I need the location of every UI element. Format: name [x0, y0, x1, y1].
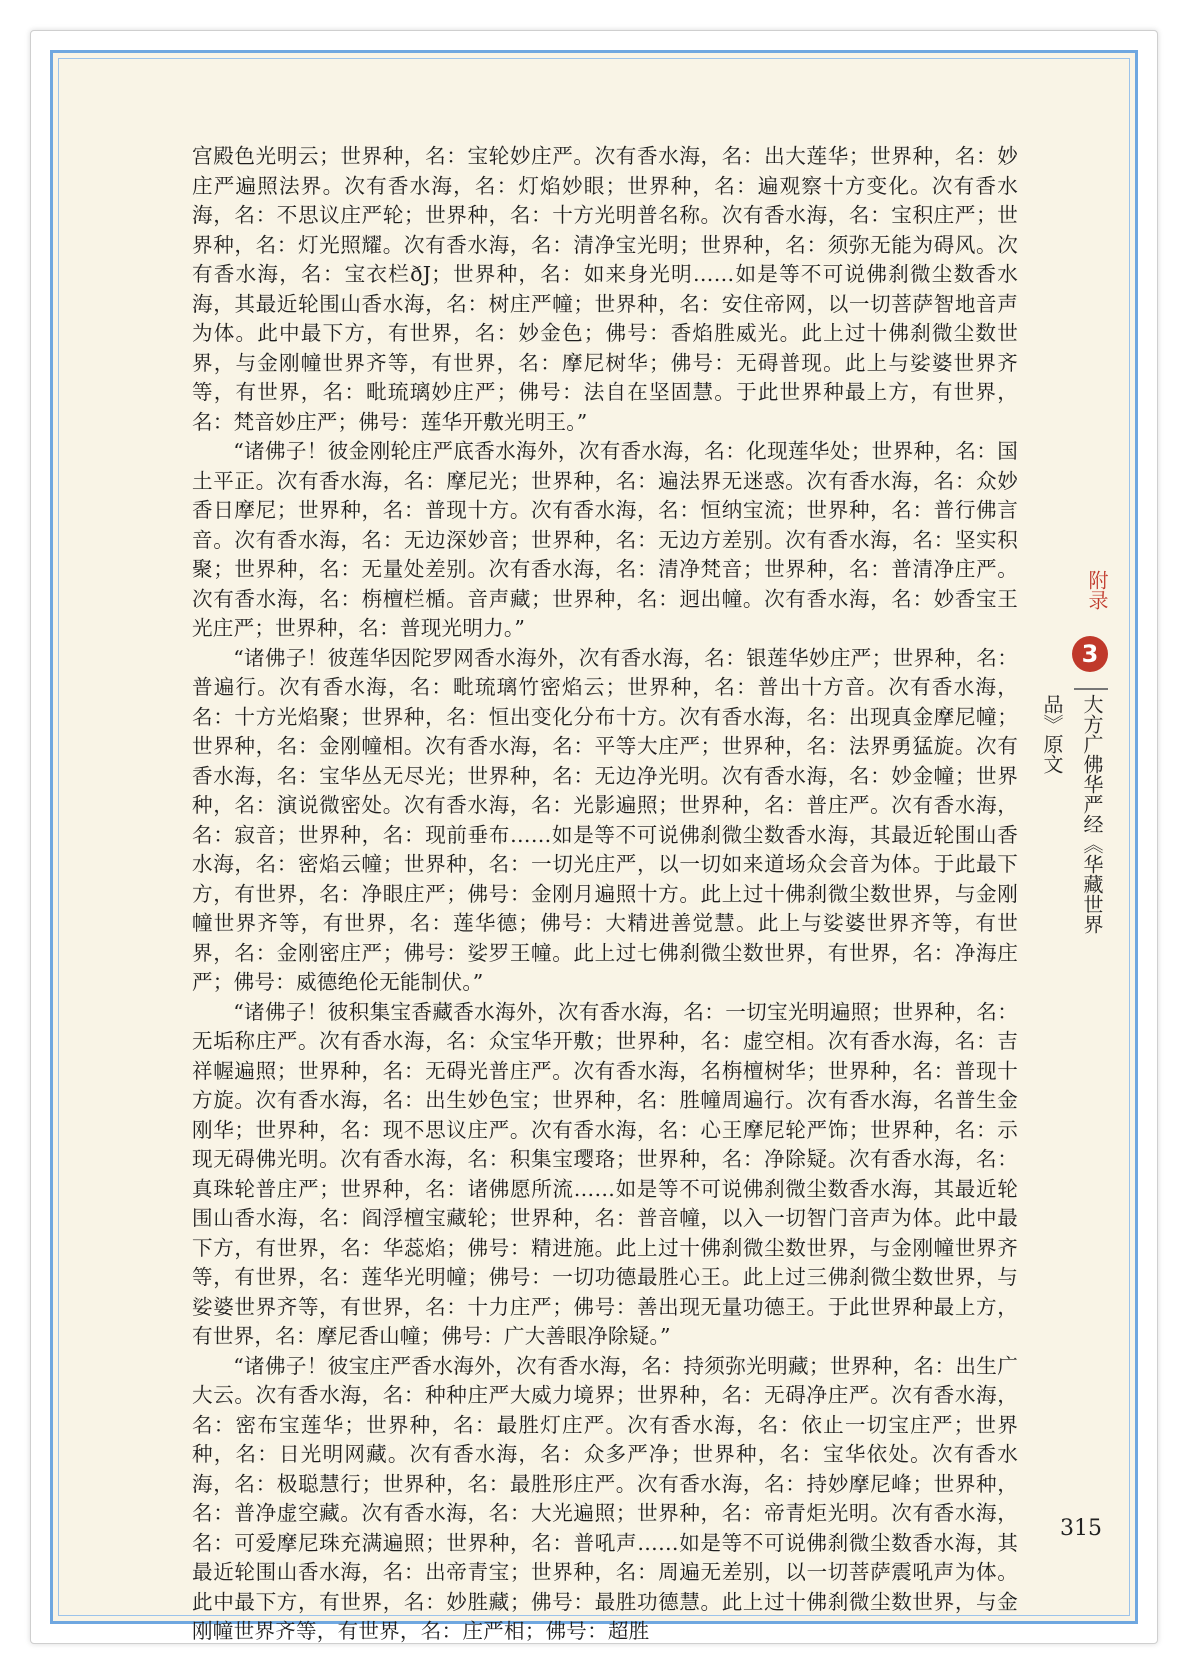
side-running-title: 大方广佛华严经《华藏世界品》原文: [1040, 694, 1104, 934]
paragraph-2: “诸佛子！彼金刚轮庄严底香水海外，次有香水海，名：化现莲华处；世界种，名：国土平正。次有香水海，名：摩尼光；世界种，名：遍法界无迷惑。次有香水海，名：众妙香日摩尼；世界种，名：普现十方。次有香水海，名：恒纳宝流；世界种，名：普行佛言音。次有香水海，名：无边深妙音；世界种，名：无边方差别。次有香水海，名：坚实积聚；世界种，名：无量处差别。次有香水海，名：清净梵音；世界种，名：普清净庄严。次有香水海，名：栴檀栏楯。音声藏；世界种，名：迥出幢。次有香水海，名：妙香宝王光庄严；世界种，名：普现光明力。”: [192, 439, 1018, 640]
paragraph-5: “诸佛子！彼宝庄严香水海外，次有香水海，名：持须弥光明藏；世界种，名：出生广大云。次有香水海，名：种种庄严大威力境界；世界种，名：无碍净庄严。次有香水海，名：密布宝莲华；世界种，名：最胜灯庄严。次有香水海，名：依止一切宝庄严；世界种，名：日光明网藏。次有香水海，名：众多严净；世界种，名：宝华依处。次有香水海，名：极聪慧行；世界种，名：最胜形庄严。次有香水海，名：持妙摩尼峰；世界种，名：普净虚空藏。次有香水海，名：大光遍照；世界种，名：帝青炬光明。次有香水海，名：可爱摩尼珠充满遍照；世界种，名：普吼声……如是等不可说佛刹微尘数香水海，其最近轮围山香水海，名：出帝青宝；世界种，名：周遍无差别，以一切菩萨震吼声为体。此中最下方，有世界，名：妙胜藏；佛号：最胜功德慧。此上过十佛刹微尘数世界，与金刚幢世界齐等，有世界，名：庄严相；佛号：超胜: [192, 1353, 1018, 1643]
page-number: 315: [1060, 1516, 1102, 1541]
section-number-badge: 3: [1072, 636, 1108, 672]
paragraph-4: “诸佛子！彼积集宝香藏香水海外，次有香水海，名：一切宝光明遍照；世界种，名：无垢称庄严。次有香水海，名：众宝华开敷；世界种，名：虚空相。次有香水海，名：吉祥幄遍照；世界种，名：无碍光普庄严。次有香水海，名栴檀树华；世界种，名：普现十方旋。次有香水海，名：出生妙色宝；世界种，名：胜幢周遍行。次有香水海，名普生金刚华；世界种，名：现不思议庄严。次有香水海，名：心王摩尼轮严饰；世界种，名：示现无碍佛光明。次有香水海，名：积集宝璎珞；世界种，名：净除疑。次有香水海，名：真珠轮普庄严；世界种，名：诸佛愿所流……如是等不可说佛刹微尘数香水海，其最近轮围山香水海，名：阎浮檀宝藏轮；世界种，名：普音幢，以入一切智门音声为体。此中最下方，有世界，名：华蕊焰；佛号：精进施。此上过十佛刹微尘数世界，与金刚幢世界齐等，有世界，名：莲华光明幢；佛号：一切功德最胜心王。此上过三佛刹微尘数世界，与娑婆世界齐等，有世界，名：十力庄严；佛号：善出现无量功德王。于此世界种最上方，有世界，名：摩尼香山幢；佛号：广大善眼净除疑。”: [192, 999, 1018, 1348]
body-text: [192, 142, 1018, 1647]
paragraph-1: 宫殿色光明云；世界种，名：宝轮妙庄严。次有香水海，名：出大莲华；世界种，名：妙庄严遍照法界。次有香水海，名：灯焰妙眼；世界种，名：遍观察十方变化。次有香水海，名：不思议庄严轮；世界种，名：十方光明普名称。次有香水海，名：宝积庄严；世界种，名：灯光照耀。次有香水海，名：清净宝光明；世界种，名：须弥无能为碍风。次有香水海，名：宝衣栏ðJ；世界种，名：如来身光明……如是等不可说佛刹微尘数香水海，其最近轮围山香水海，名：树庄严幢；世界种，名：安住帝网，以一切菩萨智地音声为体。此中最下方，有世界，名：妙金色；佛号：香焰胜威光。此上过十佛刹微尘数世界，与金刚幢世界齐等，有世界，名：摩尼树华；佛号：无碍普现。此上与娑婆世界齐等，有世界，名：毗琉璃妙庄严；佛号：法自在坚固慧。于此世界种最上方，有世界，名：梵音妙庄严；佛号：莲华开敷光明王。”: [192, 144, 1018, 434]
side-divider: [1074, 688, 1108, 690]
paragraph-3: “诸佛子！彼莲华因陀罗网香水海外，次有香水海，名：银莲华妙庄严；世界种，名：普遍行。次有香水海，名：毗琉璃竹密焰云；世界种，名：普出十方音。次有香水海，名：十方光焰聚；世界种，名：恒出变化分布十方。次有香水海，名：出现真金摩尼幢；世界种，名：金刚幢相。次有香水海，名：平等大庄严；世界种，名：法界勇猛旋。次有香水海，名：宝华丛无尽光；世界种，名：无边净光明。次有香水海，名：妙金幢；世界种，名：演说微密处。次有香水海，名：光影遍照；世界种，名：普庄严。次有香水海，名：寂音；世界种，名：现前垂布……如是等不可说佛刹微尘数香水海，其最近轮围山香水海，名：密焰云幢；世界种，名：一切光庄严，以一切如来道场众会音为体。于此最下方，有世界，名：净眼庄严；佛号：金刚月遍照十方。此上过十佛刹微尘数世界，与金刚幢世界齐等，有世界，名：莲华德；佛号：大精进善觉慧。此上与娑婆世界齐等，有世界，名：金刚密庄严；佛号：娑罗王幢。此上过七佛刹微尘数世界，有世界，名：净海庄严；佛号：威德绝伦无能制伏。”: [192, 645, 1018, 994]
side-section-label: 附录: [1085, 570, 1109, 610]
